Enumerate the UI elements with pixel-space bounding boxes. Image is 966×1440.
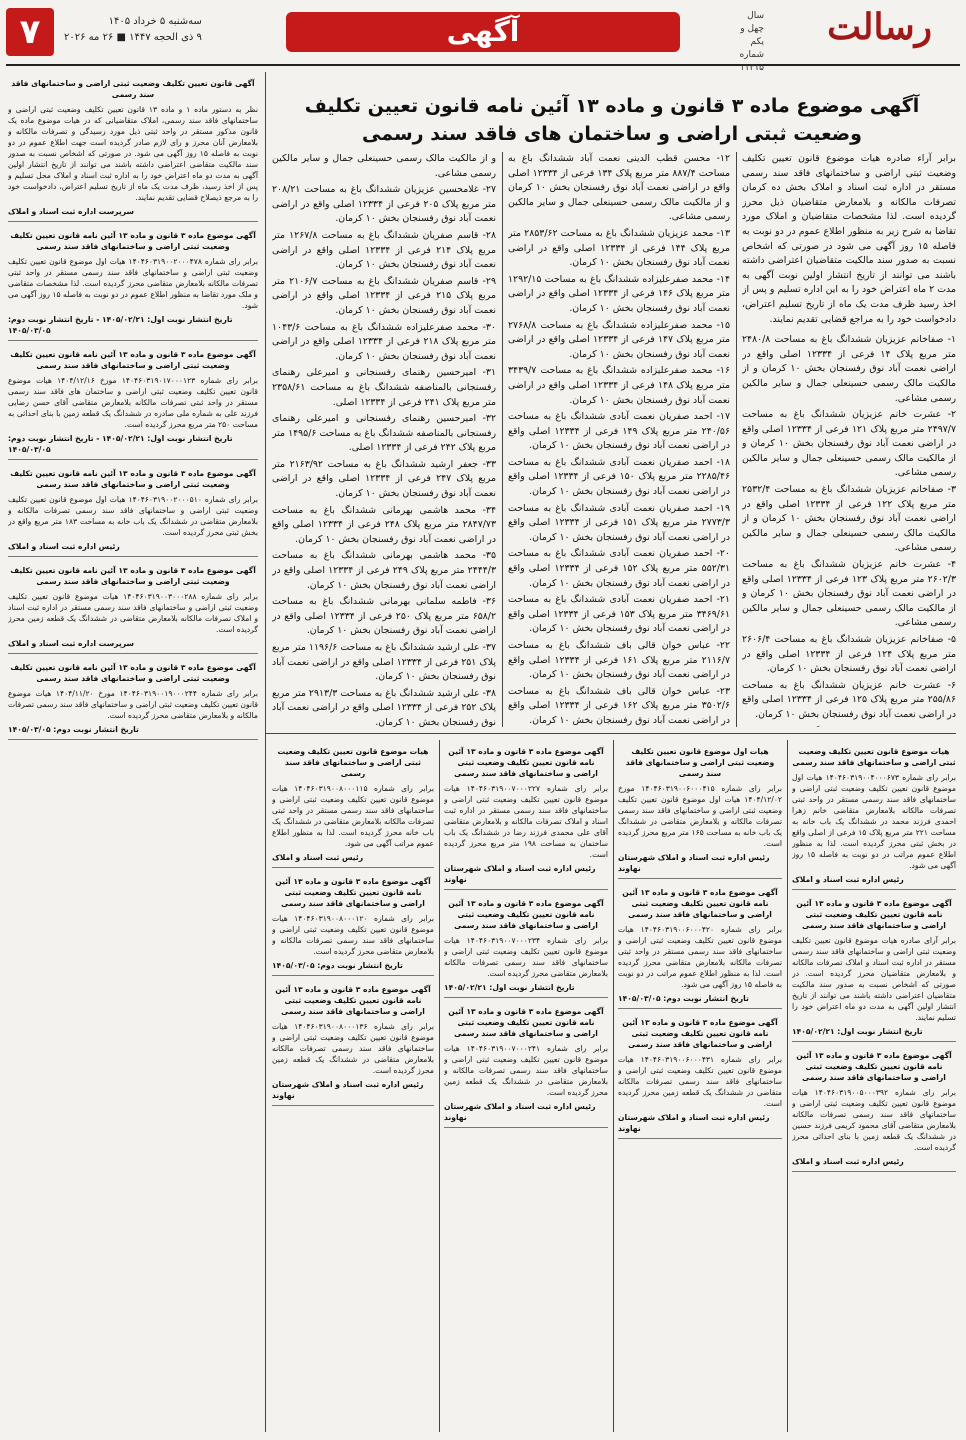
notice-item bbox=[742, 725, 956, 727]
small-notice-head: هیات اول موضوع قانون تعیین تکلیف وضعیت ثبتی اراضی و ساختمانهای فاقد سند رسمی bbox=[625, 747, 775, 778]
notice-item: ۱۵- محمد صفرعلیزاده ششدانگ باغ به مساحت ۲۷۶۸/۸ متر مربع پلاک ۱۴۷ فرعی از ۱۲۳۳۴ اصلی واقع در اراضی نعمت آباد نوق رفسنجان بخش ۱۰ کرمان. bbox=[508, 319, 730, 360]
small-notice bbox=[8, 78, 258, 222]
notice-item: ۳۴- محمد هاشمی بهرمانی ششدانگ باغ به مساحت ۲۸۴۷/۷۳ متر مربع پلاک ۲۴۸ فرعی از ۱۲۳۳۴ اصلی واقع در اراضی نعمت آباد نوق رفسنجان بخش ۱۰ کرمان. bbox=[272, 504, 496, 545]
small-notice bbox=[792, 746, 956, 890]
small-notice-head: آگهی موضوع ماده ۳ قانون و ماده ۱۳ آئین نامه قانون تعیین تکلیف وضعیت ثبتی اراضی و ساختمانهای فاقد سند رسمی bbox=[10, 350, 256, 370]
main-notice-items-2 bbox=[508, 152, 730, 727]
main-notice-title: آگهی موضوع ماده ۳ قانون و ماده ۱۳ آئین نامه قانون تعیین تکلیف وضعیت ثبتی اراضی و ساختمان های فاقد سند رسمی bbox=[304, 95, 920, 145]
notice-item: ۳۵- محمد هاشمی بهرمانی ششدانگ باغ به مساحت ۲۴۴۴/۳ متر مربع پلاک ۲۴۹ فرعی از ۱۲۳۳۴ اصلی واقع در اراضی نعمت آباد نوق رفسنجان بخش ۱۰ کرمان. bbox=[272, 550, 496, 591]
notice-item: ۳۰- محمد صفرعلیزاده ششدانگ باغ به مساحت ۱۰۴۳/۶ متر مربع پلاک ۲۱۸ فرعی از ۱۲۳۳۴ اصلی واقع در اراضی نعمت آباد نوق رفسنجان بخش ۱۰ کرمان. bbox=[272, 321, 496, 362]
small-notice bbox=[272, 876, 434, 976]
notice-item: ۲۰- احمد صفریان نعمت آبادی ششدانگ باغ به مساحت ۵۵۲/۳۱ متر مربع پلاک ۱۵۲ فرعی از ۱۲۳۳۴ اصلی واقع در اراضی نعمت آباد نوق رفسنجان بخش ۱۰ کرمان. bbox=[508, 548, 730, 589]
small-notice-body: برابر رای شماره ۱۴۰۴۶۰۳۱۹۰۰۷۰۰۰۲۳۴ هیات موضوع قانون تعیین تکلیف وضعیت ثبتی اراضی و ساختمانهای فاقد سند رسمی تصرفات مالکانه بلامعارض متقاضی محرز گردیده است. bbox=[444, 936, 608, 978]
small-notice-body: برابر رای شماره ۱۴۰۴۶۰۳۱۹۰۰۴۰۰۰۶۷۳ هیات اول موضوع قانون تعیین تکلیف وضعیت ثبتی اراضی و ساختمانهای فاقد سند رسمی مستقر در واحد ثبتی تصرفات مالکانه بلامعارض متقاضی خانم زهرا احمدی فرزند محمد در ششدانگ یک باب خانه به مساحت ۲۲۱ متر مربع پلاک ۱۵ فرعی از اصلی واقع در بخش ثبتی محرز گردیده است. لذا به منظور اطلاع عموم مراتب در دو نوبت به فاصله ۱۵ روز آگهی می شود. bbox=[792, 773, 956, 870]
main-notice-items-1 bbox=[742, 333, 956, 727]
small-notice bbox=[792, 898, 956, 1042]
small-notice-foot: رئیس اداره ثبت اسناد و املاک شهرستان نهاوند bbox=[444, 863, 608, 890]
issue-info bbox=[728, 10, 764, 75]
small-notice-body: برابر رای شماره ۱۴۰۴۶۰۳۱۹۰۰۸۰۰۰۱۲۰ هیات موضوع قانون تعیین تکلیف وضعیت ثبتی اراضی و ساختمانهای فاقد سند رسمی تصرفات مالکانه و بلامعارض متقاضی محرز گردیده است. bbox=[272, 914, 434, 956]
left-column-divider bbox=[265, 72, 266, 1432]
small-notice-head: آگهی قانون تعیین تکلیف وضعیت ثبتی اراضی و ساختمانهای فاقد سند رسمی bbox=[11, 79, 255, 99]
small-notice-body: برابر آرای صادره هیات موضوع قانون تعیین تکلیف وضعیت ثبتی اراضی و ساختمانهای فاقد سند رسمی مستقر در اداره ثبت اسناد و املاک تصرفات مالکانه و بلامعارض متقاضیان محرز گردیده است. در صورتی که اشخاص نسبت به صدور سند مالکیت متقاضیان اعتراضی داشته باشند می توانند از تاریخ انتشار اولین آگهی به مدت دو ماه اعتراض خود را تسلیم نمایند. bbox=[792, 936, 956, 1022]
small-notice bbox=[8, 662, 258, 740]
small-notice-body: برابر رای شماره ۱۴۰۴۶۰۳۱۹۰۰۵۰۰۰۳۹۲ هیات موضوع قانون تعیین تکلیف وضعیت ثبتی اراضی و ساختمانهای فاقد سند رسمی تصرفات مالکانه بلامعارض متقاضی آقای محمود کریمی فرزند حسین در ششدانگ یک قطعه زمین با بنای احداثی محرز گردیده است. bbox=[792, 1088, 956, 1152]
small-notice-head: آگهی موضوع ماده ۳ قانون و ماده ۱۳ آئین نامه قانون تعیین تکلیف وضعیت ثبتی اراضی و ساختمانهای فاقد سند رسمی bbox=[275, 877, 431, 908]
small-notice-foot: رئیس ثبت اسناد و املاک bbox=[272, 852, 434, 868]
notice-item: ۲- عشرت خانم عزیزیان ششدانگ باغ به مساحت ۲۴۹۷/۷ متر مربع پلاک ۱۲۱ فرعی از ۱۲۳۳۴ اصلی واقع در اراضی نعمت آباد نوق رفسنجان بخش ۱۰ کرمان و از مالکیت مالک رسمی حسینعلی جمال و سایر مالکین رسمی مشاعی. bbox=[742, 409, 956, 479]
notice-item: و از مالکیت مالک رسمی حسینعلی جمال و سایر مالکین رسمی مشاعی. bbox=[272, 153, 496, 179]
masthead bbox=[6, 4, 960, 73]
notice-item: ۲۸- قاسم صفریان ششدانگ باغ به مساحت ۱۲۶۷/۸ متر مربع پلاک ۲۱۴ فرعی از ۱۲۳۳۴ اصلی واقع در اراضی نعمت آباد نوق رفسنجان بخش ۱۰ کرمان. bbox=[272, 229, 496, 271]
small-notice-head: آگهی موضوع ماده ۳ قانون و ماده ۱۳ آئین نامه قانون تعیین تکلیف وضعیت ثبتی اراضی و ساختمانهای فاقد سند رسمی bbox=[275, 985, 431, 1016]
small-notice-body: برابر رای شماره ۱۴۰۴۶۰۳۱۹۰۱۷۰۰۰۱۲۳ مورخ ۱۴۰۴/۱۲/۱۶ هیات موضوع قانون تعیین تکلیف وضعیت ثبتی اراضی و ساختمان های فاقد سند رسمی مستقر در واحد ثبتی تصرفات مالکانه بلامعارض متقاضی آقای حسن رضایی فرزند علی به شماره ملی صادره در ششدانگ یک قطعه زمین با بنای احداثی به مساحت ۲۵۰ متر مربع محرز گردیده است. bbox=[8, 376, 258, 429]
notice-item: ۱۶- محمد صفرعلیزاده ششدانگ باغ به مساحت ۳۴۳۹/۷ متر مربع پلاک ۱۴۸ فرعی از ۱۲۳۳۴ اصلی واقع در اراضی نعمت آباد نوق رفسنجان بخش ۱۰ کرمان. bbox=[508, 365, 730, 406]
small-notice-foot: سرپرست اداره ثبت اسناد و املاک bbox=[8, 206, 258, 222]
date-other: ۹ ذی الحجه ۱۴۴۷ ■ ۲۶ مه ۲۰۲۶ bbox=[64, 32, 202, 43]
small-notice-head: آگهی موضوع ماده ۳ قانون و ماده ۱۳ آئین نامه قانون تعیین تکلیف وضعیت ثبتی اراضی و ساختمانهای فاقد سند رسمی bbox=[796, 899, 952, 930]
small-notice-foot: رئیس اداره ثبت اسناد و املاک bbox=[8, 541, 258, 557]
small-notice-head: آگهی موضوع ماده ۳ قانون و ماده ۱۳ آئین نامه قانون تعیین تکلیف وضعیت ثبتی اراضی و ساختمانهای فاقد سند رسمی bbox=[622, 888, 778, 919]
small-notice-foot: سرپرست اداره ثبت اسناد و املاک bbox=[8, 638, 258, 654]
main-notice-column-1 bbox=[742, 152, 956, 727]
notice-item: ۲۳- عباس خوان قالی باف ششدانگ باغ به مساحت ۳۵۰۲/۶ متر مربع پلاک ۱۶۲ فرعی از ۱۲۳۳۴ اصلی واقع در اراضی نعمت آباد نوق رفسنجان بخش ۱۰ کرمان. bbox=[508, 685, 730, 726]
notice-item: ۱۹- احمد صفریان نعمت آبادی ششدانگ باغ به مساحت ۲۷۷۳/۳ متر مربع پلاک ۱۵۱ فرعی از ۱۲۳۳۴ اصلی واقع در اراضی نعمت آباد نوق رفسنجان بخش ۱۰ کرمان. bbox=[508, 502, 730, 543]
notice-item: ۵- صفاخانم عزیزیان ششدانگ باغ به مساحت ۲۶۰۶/۴ متر مربع پلاک ۱۲۴ فرعی از ۱۲۳۳۴ اصلی واقع در اراضی نعمت آباد نوق رفسنجان بخش ۱۰ کرمان. bbox=[742, 634, 956, 675]
notice-item: ۲۷- غلامحسین عزیزیان ششدانگ باغ به مساحت ۲۰۸/۲۱ متر مربع پلاک ۲۰۵ فرعی از ۱۲۳۳۴ اصلی واقع در اراضی نعمت آباد نوق رفسنجان بخش ۱۰ کرمان. bbox=[272, 184, 496, 225]
small-notice bbox=[444, 1006, 608, 1128]
column-divider bbox=[502, 152, 503, 727]
notice-item: ۱۸- احمد صفریان نعمت آبادی ششدانگ باغ به مساحت ۲۲۸۵/۴۶ متر مربع پلاک ۱۵۰ فرعی از ۱۲۳۳۴ اصلی واقع در اراضی نعمت آباد نوق رفسنجان بخش ۱۰ کرمان. bbox=[508, 456, 730, 498]
small-notice-foot: رئیس اداره ثبت اسناد و املاک شهرستان نهاوند bbox=[618, 852, 782, 879]
small-notice-body: برابر رای شماره ۱۴۰۴۶۰۳۱۹۰۰۳۰۰۰۲۸۸ هیات موضوع قانون تعیین تکلیف وضعیت ثبتی اراضی و ساختمانهای فاقد سند رسمی مستقر در اداره ثبت اسناد و املاک تصرفات مالکانه بلامعارض متقاضی در ششدانگ یک قطعه زمین محرز گردیده است. bbox=[8, 592, 258, 634]
bottom-notices-column-1 bbox=[792, 740, 956, 1432]
small-notice bbox=[618, 887, 782, 1009]
notice-item: ۲۱- احمد صفریان نعمت آبادی ششدانگ باغ به مساحت ۳۴۶۹/۶۱ متر مربع پلاک ۱۵۳ فرعی از ۱۲۳۳۴ اصلی واقع در اراضی نعمت آباد نوق رفسنجان بخش ۱۰ کرمان. bbox=[508, 594, 730, 635]
small-notice-foot: تاریخ انتشار نوبت اول: ۱۴۰۵/۰۲/۲۱ - تاریخ انتشار نوبت دوم: ۱۴۰۵/۰۳/۰۵ bbox=[8, 314, 258, 341]
notice-item: ۴- عشرت خانم عزیزیان ششدانگ باغ به مساحت ۲۶۰۲/۳ متر مربع پلاک ۱۲۳ فرعی از ۱۲۳۳۴ اصلی واقع در اراضی نعمت آباد نوق رفسنجان بخش ۱۰ کرمان و از مالکیت مالک رسمی حسینعلی جمال و سایر مالکین رسمی مشاعی. bbox=[742, 559, 956, 629]
notice-item: ۱۲- محسن قطب الدینی نعمت آباد ششدانگ باغ به مساحت ۸۸۷/۴ متر مربع پلاک ۱۳۴ فرعی از ۱۲۳۳۴ اصلی واقع در اراضی نعمت آباد نوق رفسنجان بخش ۱۰ کرمان و از مالکیت مالک رسمی حسینعلی جمال و سایر مالکین رسمی مشاعی. bbox=[508, 153, 730, 223]
small-notice-body: برابر رای شماره ۱۴۰۴۶۰۳۱۹۰۰۱۹۰۰۰۲۴۴ مورخ ۱۴۰۴/۱۱/۲۰ هیات موضوع قانون تعیین تکلیف وضعیت ثبتی اراضی و ساختمانهای فاقد سند رسمی تصرفات مالکانه و بلامعارض متقاضی محرز گردیده است. bbox=[8, 689, 258, 720]
column-divider bbox=[736, 152, 737, 727]
bottom-notices-column-3 bbox=[444, 740, 608, 1432]
small-notice bbox=[272, 984, 434, 1106]
small-notice bbox=[8, 468, 258, 557]
issue-number: شماره ۱۱۳۱۵ bbox=[739, 50, 764, 73]
horizontal-divider bbox=[266, 733, 956, 734]
notice-item: ۱۷- احمد صفریان نعمت آبادی ششدانگ باغ به مساحت ۲۴۰/۵۶ متر مربع پلاک ۱۴۹ فرعی از ۱۲۳۳۴ اصلی واقع در اراضی نعمت آباد نوق رفسنجان بخش ۱۰ کرمان. bbox=[508, 411, 730, 452]
small-notice-head: آگهی موضوع ماده ۳ قانون و ماده ۱۳ آئین نامه قانون تعیین تکلیف وضعیت ثبتی اراضی و ساختمانهای فاقد سند رسمی bbox=[10, 663, 256, 683]
left-notices-column bbox=[8, 72, 258, 1432]
small-notice-foot: رئیس اداره ثبت اسناد و املاک شهرستان نهاوند bbox=[272, 1079, 434, 1106]
bottom-notices-column-4 bbox=[272, 740, 434, 1432]
small-notice-head: آگهی موضوع ماده ۳ قانون و ماده ۱۳ آئین نامه قانون تعیین تکلیف وضعیت ثبتی اراضی و ساختمانهای فاقد سند رسمی bbox=[796, 1051, 952, 1082]
small-notice-head: آگهی موضوع ماده ۳ قانون و ماده ۱۳ آئین نامه قانون تعیین تکلیف وضعیت ثبتی اراضی و ساختمانهای فاقد سند رسمی bbox=[448, 1007, 604, 1038]
small-notice bbox=[444, 746, 608, 890]
small-notice-body: برابر رای شماره ۱۴۰۴۶۰۳۱۹۰۰۶۰۰۰۴۲۰ هیات موضوع قانون تعیین تکلیف وضعیت ثبتی اراضی و ساختمانهای فاقد سند رسمی مستقر در واحد ثبتی تصرفات مالکانه بلامعارض متقاضی محرز گردیده است. لذا به منظور اطلاع عموم مراتب در دو نوبت به فاصله ۱۵ روز آگهی می شود. bbox=[618, 925, 782, 989]
date-block bbox=[64, 14, 202, 46]
small-notice-foot: رئیس اداره ثبت اسناد و املاک شهرستان نهاوند bbox=[444, 1101, 608, 1128]
small-notice bbox=[444, 898, 608, 998]
small-notice-body: برابر رای شماره ۱۴۰۴۶۰۳۱۹۰۰۶۰۰۰۴۱۵ مورخ ۱۴۰۴/۱۲/۰۲ هیات اول موضوع قانون تعیین تکلیف وضعیت ثبتی اراضی و ساختمانهای فاقد سند رسمی تصرفات مالکانه و بلامعارض متقاضی در ششدانگ یک باب خانه به مساحت ۱۶۵ متر مربع محرز گردیده است. bbox=[618, 784, 782, 848]
small-notice-head: آگهی موضوع ماده ۳ قانون و ماده ۱۳ آئین نامه قانون تعیین تکلیف وضعیت ثبتی اراضی و ساختمانهای فاقد سند رسمی bbox=[10, 566, 256, 586]
small-notice bbox=[618, 1017, 782, 1139]
small-notice-head: آگهی موضوع ماده ۳ قانون و ماده ۱۳ آئین نامه قانون تعیین تکلیف وضعیت ثبتی اراضی و ساختمانهای فاقد سند رسمی bbox=[622, 1018, 778, 1049]
notice-item: ۳۱- امیرحسین رهنمای رفسنجانی و امیرعلی رهنمای رفسنجانی بالمناصفه ششدانگ باغ به مساحت ۲۳۵۸/۶۱ متر مربع پلاک ۲۴۱ فرعی از ۱۲۳۳۴ اصلی. bbox=[272, 367, 496, 408]
small-notice bbox=[792, 1050, 956, 1172]
small-notice-head: آگهی موضوع ماده ۳ قانون و ماده ۱۳ آئین نامه قانون تعیین تکلیف وضعیت ثبتی اراضی و ساختمانهای فاقد سند رسمی bbox=[448, 899, 604, 930]
column-divider bbox=[439, 740, 440, 1432]
small-notice-foot: رئیس اداره ثبت اسناد و املاک شهرستان نهاوند bbox=[618, 1112, 782, 1139]
notice-item: ۱۴- محمد صفرعلیزاده ششدانگ باغ به مساحت ۱۲۹۲/۱۵ متر مربع پلاک ۱۴۶ فرعی از ۱۲۳۳۴ اصلی واقع در اراضی نعمت آباد نوق رفسنجان بخش ۱۰ کرمان. bbox=[508, 273, 730, 314]
notice-item: ۳- صفاخانم عزیزیان ششدانگ باغ به مساحت ۲۵۳۲/۴ متر مربع پلاک ۱۲۲ فرعی از ۱۲۳۳۴ اصلی واقع در اراضی نعمت آباد نوق رفسنجان بخش ۱۰ کرمان و از مالکیت مالک رسمی حسینعلی جمال و سایر مالکین رسمی مشاعی. bbox=[742, 484, 956, 554]
main-notice-column-2 bbox=[508, 152, 730, 727]
small-notice-head: آگهی موضوع ماده ۳ قانون و ماده ۱۳ آئین نامه قانون تعیین تکلیف وضعیت ثبتی اراضی و ساختمانهای فاقد سند رسمی bbox=[448, 747, 604, 778]
page-number: ۷ bbox=[6, 8, 54, 56]
column-divider bbox=[787, 740, 788, 1432]
small-notice-body: نظر به دستور ماده ۱ و ماده ۱۳ قانون تعیین تکلیف وضعیت ثبتی اراضی و ساختمانهای فاقد سند رسمی، املاک متقاضیانی که در هیات موضوع ماده یک قانون مذکور مستقر در واحد ثبتی ذیل مورد رسیدگی و تصرفات مالکانه و بلامعارض آنان محرز و رای لازم صادر گردیده است جهت اطلاع عموم در دو نوبت به فاصله ۱۵ روز آگهی می شود. در صورتی که اشخاص نسبت به صدور سند مالکیت متقاضی اعتراضی داشته باشند می توانند از تاریخ انتشار اولین آگهی به مدت دو ماه اعتراض خود را به اداره ثبت اسناد و املاک محل تسلیم و پس از اخذ رسید، ظرف مدت یک ماه از تاریخ تسلیم اعتراض، دادخواست خود را به مرجع ذیصلاح قضایی تقدیم نمایند. bbox=[8, 105, 258, 202]
column-divider bbox=[613, 740, 614, 1432]
small-notice-head: هیات موضوع قانون تعیین تکلیف وضعیت ثبتی اراضی و ساختمانهای فاقد سند رسمی bbox=[792, 747, 956, 767]
small-notice-foot: تاریخ انتشار نوبت دوم: ۱۴۰۵/۰۳/۰۵ bbox=[272, 960, 434, 976]
small-notice bbox=[8, 565, 258, 654]
small-notice-foot: تاریخ انتشار نوبت اول: ۱۴۰۵/۰۲/۲۱ bbox=[792, 1026, 956, 1042]
date-persian: سه‌شنبه ۵ خرداد ۱۴۰۵ bbox=[108, 16, 202, 27]
notice-item: ۳۶- فاطمه سلمانی بهرمانی ششدانگ باغ به مساحت ۶۵۸/۲ متر مربع پلاک ۲۵۰ فرعی از ۱۲۳۳۴ اصلی واقع در اراضی نعمت آباد نوق رفسنجان بخش ۱۰ کرمان. bbox=[272, 596, 496, 637]
small-notice-foot: رئیس اداره ثبت اسناد و املاک bbox=[792, 1156, 956, 1172]
notice-item: ۶- عشرت خانم عزیزیان ششدانگ باغ به مساحت ۲۵۵/۸۶ متر مربع پلاک ۱۲۵ فرعی از ۱۲۳۳۴ اصلی واقع در اراضی نعمت آباد نوق رفسنجان بخش ۱۰ کرمان. bbox=[742, 679, 956, 720]
notice-item: ۱۳- محمد عزیزیان ششدانگ باغ به مساحت ۲۸۵۳/۶۲ متر مربع پلاک ۱۴۴ فرعی از ۱۲۳۳۴ اصلی واقع در اراضی نعمت آباد نوق رفسنجان بخش ۱۰ کرمان. bbox=[508, 227, 730, 269]
small-notice bbox=[618, 746, 782, 879]
main-notice-intro: برابر آراء صادره هیات موضوع قانون تعیین تکلیف وضعیت ثبتی اراضی و ساختمانهای فاقد سند رسمی مستقر در اداره ثبت اسناد و املاک بخش ده کرمان تصرفات مالکانه و بلامعارض متقاضیان ذیل محرز گردیده است. لذا مشخصات متقاضیان و املاک مورد تقاضا به شرح زیر به منظور اطلاع عموم در دو نوبت به فاصله ۱۵ روز آگهی می شود در صورتی که اشخاص نسبت به صدور سند مالکیت متقاضیان اعتراضی داشته باشند می توانند از تاریخ انتشار اولین نوبت آگهی به مدت ۲ ماه اعتراض خود را به این اداره تسلیم و پس از اخذ رسید ظرف مدت یک ماه از تاریخ تسلیم اعتراض، دادخواست خود را به مراجع قضایی تقدیم نمایند. bbox=[742, 153, 956, 325]
small-notice-body: برابر رای شماره ۱۴۰۴۶۰۳۱۹۰۰۸۰۰۰۱۳۶ هیات موضوع قانون تعیین تکلیف وضعیت ثبتی اراضی و ساختمانهای فاقد سند رسمی تصرفات مالکانه بلامعارض متقاضی در ششدانگ یک قطعه زمین محرز گردیده است. bbox=[272, 1022, 434, 1075]
small-notice-head: آگهی موضوع ماده ۳ قانون و ماده ۱۳ آئین نامه قانون تعیین تکلیف وضعیت ثبتی اراضی و ساختمانهای فاقد سند رسمی bbox=[10, 469, 256, 489]
newspaper-logo: رسالت bbox=[827, 6, 932, 48]
small-notice-foot: تاریخ انتشار نوبت اول: ۱۴۰۵/۰۲/۲۱ bbox=[444, 982, 608, 998]
small-notice-foot: رئیس اداره ثبت اسناد و املاک bbox=[792, 874, 956, 890]
notice-item: ۲۲- عباس خوان قالی باف ششدانگ باغ به مساحت ۲۱۱۶/۷ متر مربع پلاک ۱۶۱ فرعی از ۱۲۳۳۴ اصلی واقع در اراضی نعمت آباد نوق رفسنجان بخش ۱۰ کرمان. bbox=[508, 640, 730, 681]
notice-item: ۱- صفاخانم عزیزیان ششدانگ باغ به مساحت ۲۴۸۰/۸ متر مربع پلاک ۱۴ فرعی از ۱۲۳۳۴ اصلی واقع در اراضی نعمت آباد نوق رفسنجان بخش ۱۰ کرمان و از مالکیت مالک رسمی حسینعلی جمال و سایر مالکین رسمی مشاعی. bbox=[742, 334, 956, 404]
main-notice-items-3 bbox=[272, 152, 496, 727]
small-notice-head: آگهی موضوع ماده ۳ قانون و ماده ۱۳ آئین نامه قانون تعیین تکلیف وضعیت ثبتی اراضی و ساختمانهای فاقد سند رسمی bbox=[10, 231, 256, 251]
notice-item: ۳۳- جعفر ارشید ششدانگ باغ به مساحت ۲۱۶۳/۹۲ متر مربع پلاک ۲۴۷ فرعی از ۱۲۳۳۴ اصلی واقع در اراضی نعمت آباد نوق رفسنجان بخش ۱۰ کرمان. bbox=[272, 458, 496, 500]
notice-item: ۳۸- علی ارشید ششدانگ باغ به مساحت ۲۹۱۳/۳ متر مربع پلاک ۲۵۲ فرعی از ۱۲۳۳۴ اصلی واقع در اراضی نعمت آباد نوق رفسنجان بخش ۱۰ کرمان. bbox=[272, 687, 496, 727]
small-notice-body: برابر رای شماره ۱۴۰۴۶۰۳۱۹۰۰۷۰۰۰۲۲۷ هیات موضوع قانون تعیین تکلیف وضعیت ثبتی اراضی و ساختمانهای فاقد سند رسمی مستقر در اداره ثبت اسناد و املاک تصرفات مالکانه و بلامعارض متقاضی آقای علی محمدی فرزند رضا در ششدانگ یک باب ساختمان به مساحت ۱۹۸ متر مربع محرز گردیده است. bbox=[444, 784, 608, 859]
small-notice bbox=[8, 230, 258, 341]
notice-item: ۲۹- قاسم صفریان ششدانگ باغ به مساحت ۲۱۰۶/۷ متر مربع پلاک ۲۱۵ فرعی از ۱۲۳۳۴ اصلی واقع در اراضی نعمت آباد نوق رفسنجان بخش ۱۰ کرمان. bbox=[272, 275, 496, 316]
small-notice-foot: تاریخ انتشار نوبت دوم: ۱۴۰۵/۰۳/۰۵ bbox=[8, 724, 258, 740]
small-notice-foot: تاریخ انتشار نوبت اول: ۱۴۰۵/۰۲/۲۱ - تاریخ انتشار نوبت دوم: ۱۴۰۵/۰۳/۰۵ bbox=[8, 433, 258, 460]
notice-item: ۳۲- امیرحسین رهنمای رفسنجانی و امیرعلی رهنمای رفسنجانی بالمناصفه ششدانگ باغ به مساحت ۱۴۹۵/۶ متر مربع پلاک ۲۴۲ فرعی از ۱۲۳۳۴ اصلی. bbox=[272, 413, 496, 454]
small-notice-head: هیات موضوع قانون تعیین تکلیف وضعیت ثبتی اراضی و ساختمانهای فاقد سند رسمی bbox=[277, 747, 429, 778]
small-notice-body: برابر رای شماره ۱۴۰۴۶۰۳۱۹۰۰۲۰۰۰۴۷۸ هیات اول موضوع قانون تعیین تکلیف وضعیت ثبتی اراضی و ساختمانهای فاقد سند رسمی مستقر در واحد ثبتی تصرفات مالکانه بلامعارض متقاضی محرز گردیده است. لذا مشخصات متقاضی و ملک مورد تقاضا به منظور اطلاع عموم در دو نوبت به فاصله ۱۵ روز آگهی می شود. bbox=[8, 257, 258, 310]
small-notice bbox=[272, 746, 434, 868]
main-notice-column-3 bbox=[272, 152, 496, 727]
small-notice-foot: تاریخ انتشار نوبت دوم: ۱۴۰۵/۰۳/۰۵ bbox=[618, 993, 782, 1009]
small-notice-body: برابر رای شماره ۱۴۰۴۶۰۳۱۹۰۰۶۰۰۰۴۳۱ هیات موضوع قانون تعیین تکلیف وضعیت ثبتی اراضی و ساختمانهای فاقد سند رسمی تصرفات مالکانه متقاضی در ششدانگ یک قطعه زمین محرز گردیده است. bbox=[618, 1055, 782, 1108]
small-notice-body: برابر رای شماره ۱۴۰۴۶۰۳۱۹۰۰۷۰۰۰۲۴۱ هیات موضوع قانون تعیین تکلیف وضعیت ثبتی اراضی و ساختمانهای فاقد سند رسمی تصرفات مالکانه و بلامعارض متقاضی در ششدانگ یک قطعه زمین محرز گردیده است. bbox=[444, 1044, 608, 1097]
bottom-notices-column-2 bbox=[618, 740, 782, 1432]
small-notice-body: برابر رای شماره ۱۴۰۴۶۰۳۱۹۰۰۸۰۰۰۱۱۵ هیات موضوع قانون تعیین تکلیف وضعیت ثبتی اراضی و ساختمانهای فاقد سند رسمی مستقر در واحد ثبتی تصرفات مالکانه بلامعارض متقاضی در ششدانگ یک باب خانه محرز گردیده است. لذا به منظور اطلاع عموم مراتب آگهی می شود. bbox=[272, 784, 434, 848]
issue-year: سال چهل و یکم bbox=[740, 11, 764, 47]
notice-item: ۳۷- علی ارشید ششدانگ باغ به مساحت ۱۱۹۶/۶ متر مربع پلاک ۲۵۱ فرعی از ۱۲۳۳۴ اصلی واقع در اراضی نعمت آباد نوق رفسنجان بخش ۱۰ کرمان. bbox=[272, 642, 496, 683]
small-notice bbox=[8, 349, 258, 460]
small-notice-body: برابر رای شماره ۱۴۰۴۶۰۳۱۹۰۰۲۰۰۰۵۱۰ هیات اول موضوع قانون تعیین تکلیف وضعیت ثبتی اراضی و ساختمانهای فاقد سند رسمی تصرفات مالکانه و بلامعارض متقاضی در ششدانگ یک باب خانه به مساحت ۱۸۳ متر مربع واقع در بخش ثبتی محرز گردیده است. bbox=[8, 495, 258, 537]
brand-block bbox=[728, 6, 960, 73]
section-title: آگهی bbox=[286, 12, 680, 52]
